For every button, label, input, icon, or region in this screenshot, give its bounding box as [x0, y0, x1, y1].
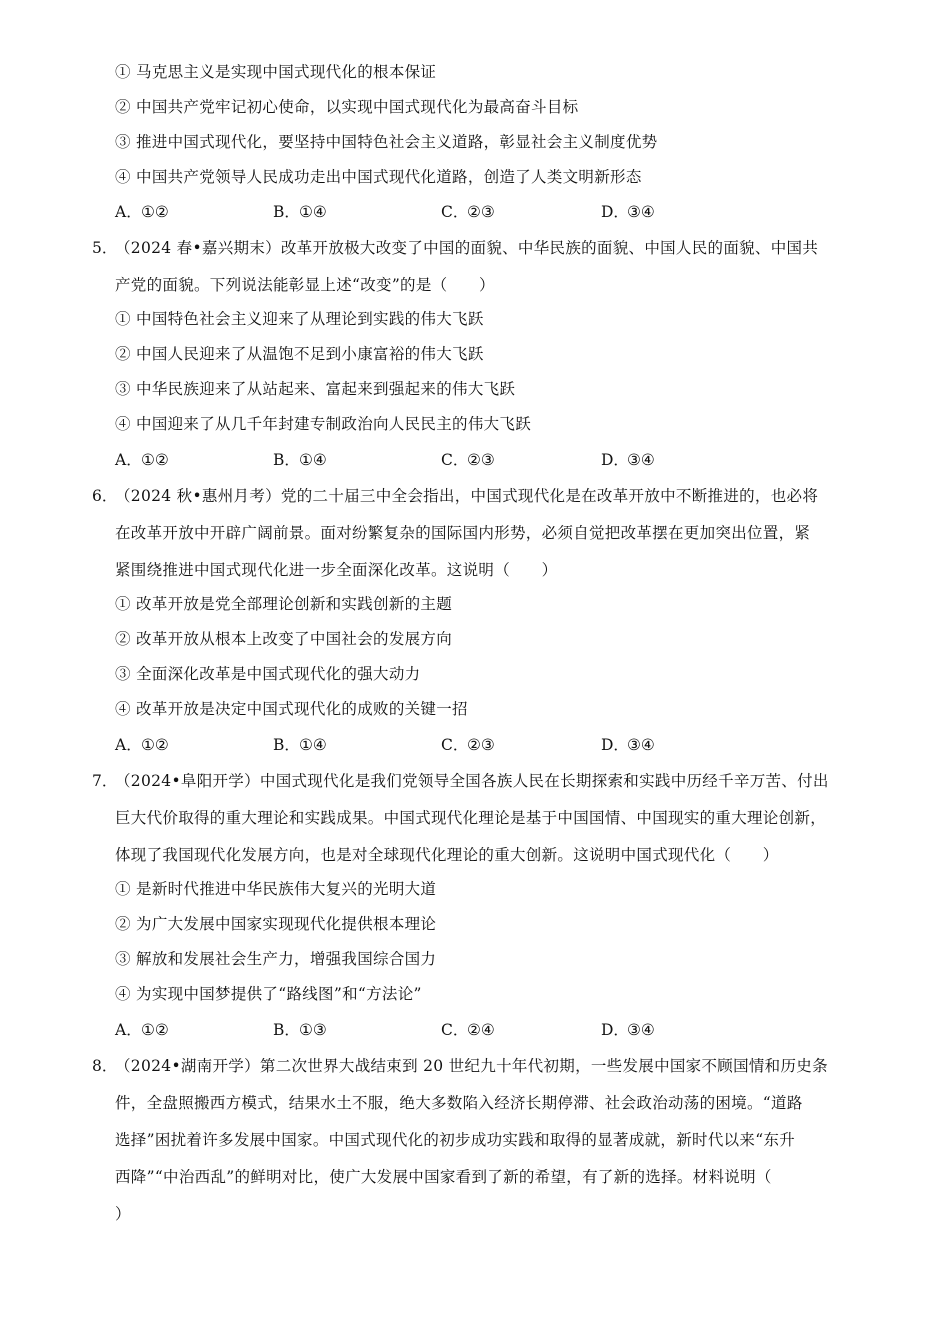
q5-option-a: A．①②	[115, 451, 169, 469]
q6-stem-line-1: （2024 秋•惠州月考）党的二十届三中全会指出，中国式现代化是在改革开放中不断推进的，也必将	[115, 487, 819, 505]
q8-stem-line-1: （2024•湖南开学）第二次世界大战结束到 20 世纪九十年代初期，一些发展中国家不顾国情和历史条	[115, 1057, 828, 1075]
q7-stem-line-2: 巨大代价取得的重大理论和实践成果。中国式现代化理论是基于中国国情、中国现实的重大理论创新，	[115, 809, 827, 827]
q6-option-b: B．①④	[273, 736, 327, 754]
q6-stem-line-2: 在改革开放中开辟广阔前景。面对纷繁复杂的国际国内形势，必须自觉把改革摆在更加突出位置，紧	[115, 524, 811, 542]
q5-statement-2: ② 中国人民迎来了从温饱不足到小康富裕的伟大飞跃	[115, 345, 484, 363]
q7-stem-line-1: （2024•阜阳开学）中国式现代化是我们党领导全国各族人民在长期探索和实践中历经千辛万苦、付出	[115, 772, 829, 790]
q8-stem-line-5: ）	[115, 1205, 131, 1223]
q4-option-c: C．②③	[441, 203, 495, 221]
q5-stem-line-2: 产党的面貌。下列说法能彰显上述“改变”的是（ ）	[115, 276, 495, 294]
q7-option-b: B．①③	[273, 1021, 327, 1039]
q6-statement-3: ③ 全面深化改革是中国式现代化的强大动力	[115, 665, 421, 683]
q6-option-d: D．③④	[601, 736, 655, 754]
q8-number: 8．	[92, 1057, 118, 1075]
q7-stem-line-3: 体现了我国现代化发展方向，也是对全球现代化理论的重大创新。这说明中国式现代化（ ）	[115, 846, 779, 864]
q5-statement-3: ③ 中华民族迎来了从站起来、富起来到强起来的伟大飞跃	[115, 380, 516, 398]
q6-statement-1: ① 改革开放是党全部理论创新和实践创新的主题	[115, 595, 453, 613]
q4-option-a: A．①②	[115, 203, 169, 221]
q4-option-b: B．①④	[273, 203, 327, 221]
q5-option-c: C．②③	[441, 451, 495, 469]
q6-statement-2: ② 改革开放从根本上改变了中国社会的发展方向	[115, 630, 453, 648]
q4-option-d: D．③④	[601, 203, 655, 221]
q7-option-c: C．②④	[441, 1021, 495, 1039]
q5-statement-4: ④ 中国迎来了从几千年封建专制政治向人民民主的伟大飞跃	[115, 415, 532, 433]
q7-statement-2: ② 为广大发展中国家实现现代化提供根本理论	[115, 915, 437, 933]
q4-statement-4: ④ 中国共产党领导人民成功走出中国式现代化道路，创造了人类文明新形态	[115, 168, 642, 186]
q4-statement-3: ③ 推进中国式现代化，要坚持中国特色社会主义道路，彰显社会主义制度优势	[115, 133, 658, 151]
q5-statement-1: ① 中国特色社会主义迎来了从理论到实践的伟大飞跃	[115, 310, 484, 328]
q6-option-c: C．②③	[441, 736, 495, 754]
q8-stem-line-4: 西降”“中治西乱”的鲜明对比，使广大发展中国家看到了新的希望，有了新的选择。材料说明（	[115, 1168, 772, 1186]
q5-number: 5．	[92, 239, 118, 257]
q4-statement-1: ① 马克思主义是实现中国式现代化的根本保证	[115, 63, 437, 81]
q7-statement-4: ④ 为实现中国梦提供了“路线图”和“方法论”	[115, 985, 422, 1003]
q6-number: 6．	[92, 487, 118, 505]
q6-stem-line-3: 紧围绕推进中国式现代化进一步全面深化改革。这说明（ ）	[115, 561, 558, 579]
q8-stem-line-3: 选择”困扰着许多发展中国家。中国式现代化的初步成功实践和取得的显著成就，新时代以来“东升	[115, 1131, 796, 1149]
q7-option-a: A．①②	[115, 1021, 169, 1039]
q7-option-d: D．③④	[601, 1021, 655, 1039]
q7-number: 7．	[92, 772, 118, 790]
q6-statement-4: ④ 改革开放是决定中国式现代化的成败的关键一招	[115, 700, 468, 718]
q6-option-a: A．①②	[115, 736, 169, 754]
q7-statement-3: ③ 解放和发展社会生产力，增强我国综合国力	[115, 950, 437, 968]
q4-statement-2: ② 中国共产党牢记初心使命，以实现中国式现代化为最高奋斗目标	[115, 98, 579, 116]
q5-stem-line-1: （2024 春•嘉兴期末）改革开放极大改变了中国的面貌、中华民族的面貌、中国人民的面貌、中国共	[115, 239, 819, 257]
q5-option-d: D．③④	[601, 451, 655, 469]
q5-option-b: B．①④	[273, 451, 327, 469]
q7-statement-1: ① 是新时代推进中华民族伟大复兴的光明大道	[115, 880, 437, 898]
q8-stem-line-2: 件，全盘照搬西方模式，结果水土不服，绝大多数陷入经济长期停滞、社会政治动荡的困境。“道路	[115, 1094, 803, 1112]
